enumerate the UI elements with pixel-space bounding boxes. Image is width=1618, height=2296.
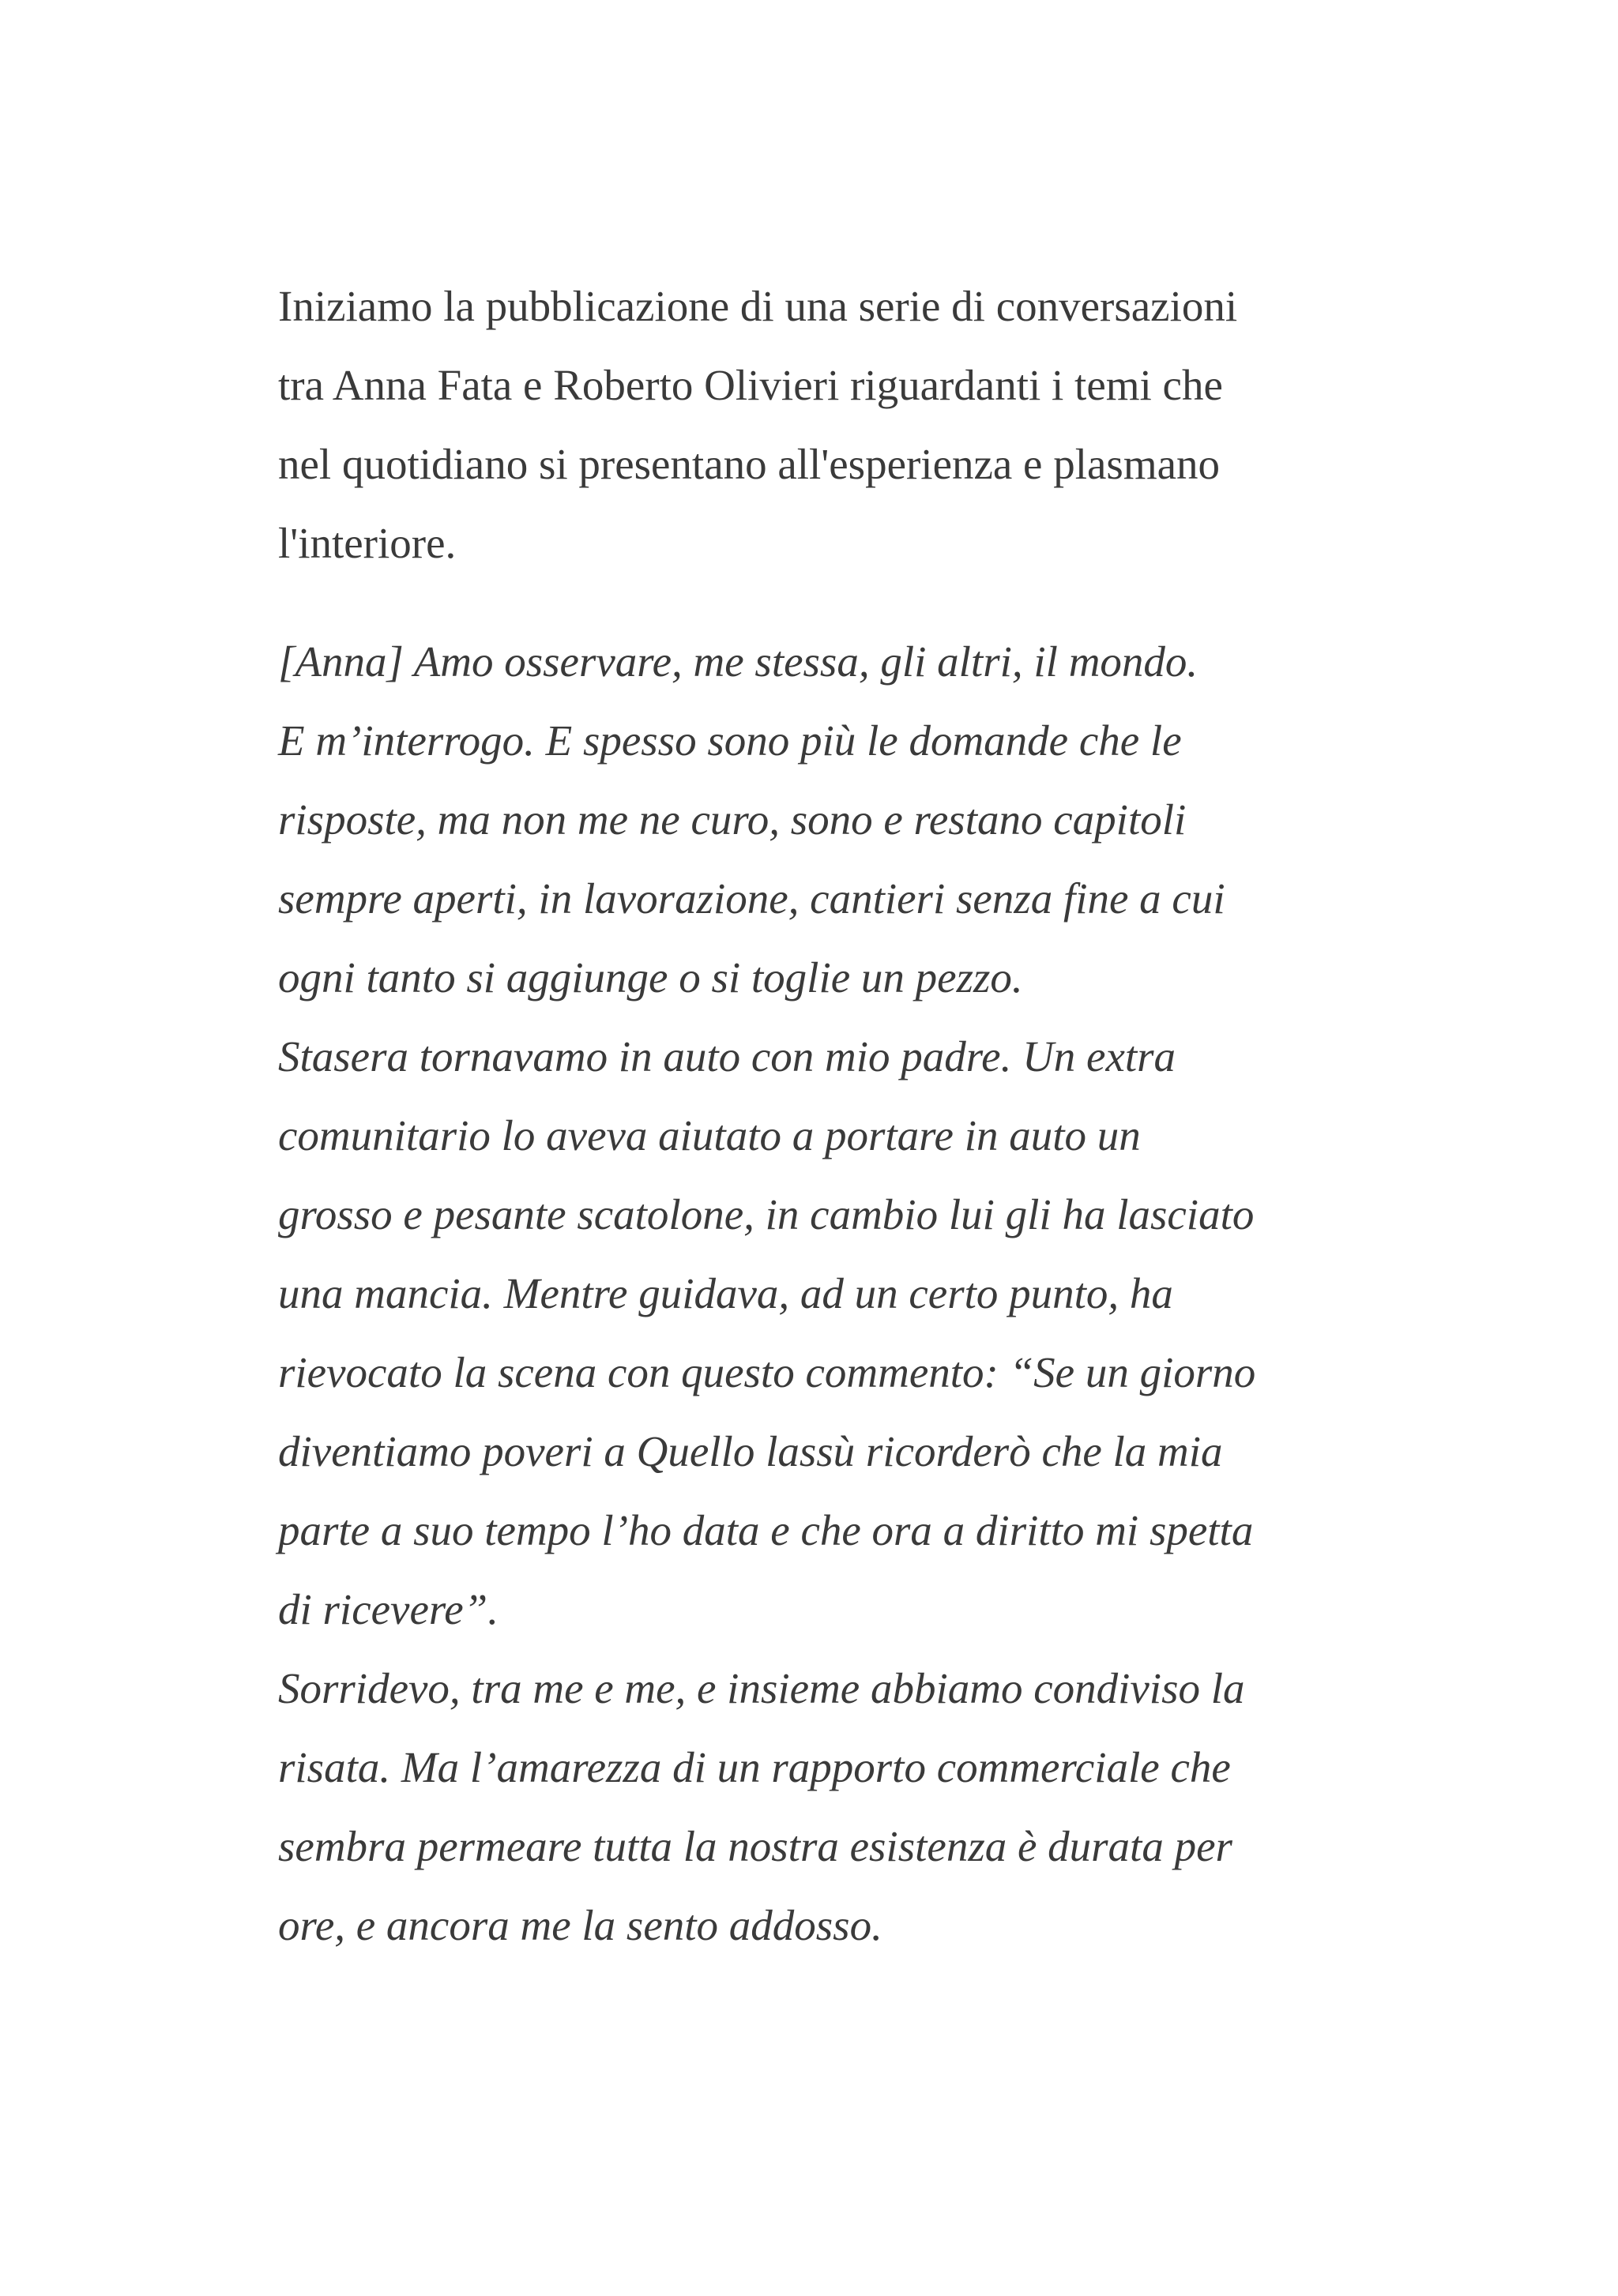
anna-line: sempre aperti, in lavorazione, cantieri senza fine a cui — [278, 874, 1225, 923]
anna-line: grosso e pesante scatolone, in cambio lui gli ha lasciato — [278, 1190, 1255, 1238]
anna-line: risata. Ma l’amarezza di un rapporto commerciale che — [278, 1743, 1231, 1791]
anna-line: sembra permeare tutta la nostra esistenza è durata per — [278, 1822, 1232, 1870]
anna-line: rievocato la scena con questo commento: “Se un giorno — [278, 1348, 1256, 1396]
intro-line: l'interiore. — [278, 519, 457, 567]
anna-line: E m’interrogo. E spesso sono più le domande che le — [278, 716, 1182, 765]
anna-line: una mancia. Mentre guidava, ad un certo punto, ha — [278, 1269, 1173, 1317]
anna-line: di ricevere”. — [278, 1585, 499, 1633]
anna-line: diventiamo poveri a Quello lassù ricorderò che la mia — [278, 1427, 1223, 1475]
anna-line: Sorridevo, tra me e me, e insieme abbiamo condiviso la — [278, 1664, 1245, 1712]
intro-line: tra Anna Fata e Roberto Olivieri riguardanti i temi che — [278, 361, 1223, 409]
intro-paragraph — [278, 267, 1384, 583]
anna-line: comunitario lo aveva aiutato a portare in auto un — [278, 1111, 1141, 1159]
anna-line: ore, e ancora me la sento addosso. — [278, 1901, 882, 1949]
anna-paragraph — [278, 622, 1384, 1965]
anna-line: ogni tanto si aggiunge o si toglie un pezzo. — [278, 953, 1023, 1001]
anna-line: [Anna] Amo osservare, me stessa, gli altri, il mondo. — [278, 637, 1198, 686]
intro-line: Iniziamo la pubblicazione di una serie di conversazioni — [278, 282, 1238, 330]
anna-line: Stasera tornavamo in auto con mio padre. Un extra — [278, 1032, 1176, 1080]
anna-line: parte a suo tempo l’ho data e che ora a diritto mi spetta — [278, 1506, 1254, 1554]
intro-line: nel quotidiano si presentano all'esperienza e plasmano — [278, 440, 1221, 488]
anna-line: risposte, ma non me ne curo, sono e restano capitoli — [278, 795, 1187, 844]
